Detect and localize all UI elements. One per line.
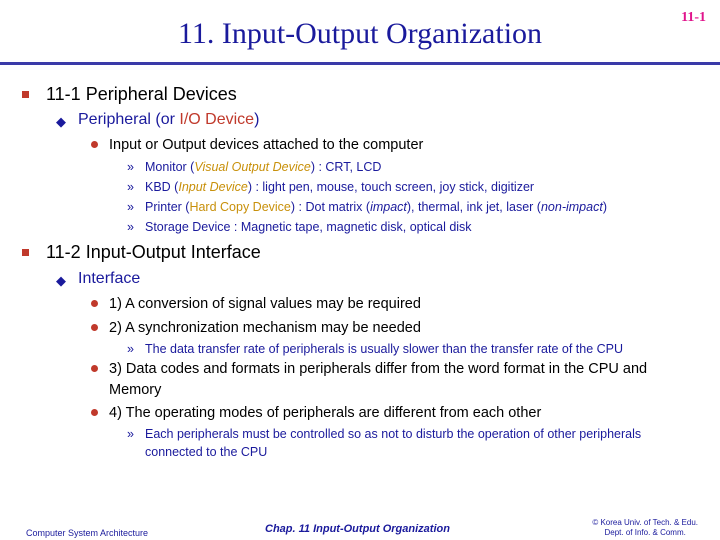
point-io-devices: [109, 135, 689, 156]
point-3: [109, 359, 689, 401]
chevron-bullet-icon: »: [127, 342, 134, 356]
round-bullet-icon: [91, 141, 98, 148]
item-text: ) : CRT, LCD: [310, 160, 382, 174]
section-heading-text: 11-2 Input-Output Interface: [46, 242, 261, 262]
item-text: ), thermal, ink jet, laser (: [406, 200, 541, 214]
round-bullet-icon: [91, 365, 98, 372]
square-bullet-icon: [22, 249, 29, 256]
square-bullet-icon: [22, 91, 29, 98]
chevron-bullet-icon: »: [127, 180, 134, 194]
item-italic: non-impact: [540, 200, 603, 214]
section-heading-text: 11-1 Peripheral Devices: [46, 84, 237, 104]
point-text: 4) The operating modes of peripherals are different from each other: [109, 405, 542, 421]
subheading-io-device: I/O Device: [179, 111, 255, 128]
round-bullet-icon: [91, 300, 98, 307]
point-1: [109, 294, 689, 315]
chevron-bullet-icon: »: [127, 220, 134, 234]
item-kbd: [127, 178, 695, 196]
item-text: Storage Device : Magnetic tape, magnetic disk, optical disk: [145, 220, 472, 234]
footer-course: Computer System Architecture: [26, 528, 149, 538]
chevron-bullet-icon: »: [127, 200, 134, 214]
item-storage: [127, 218, 695, 236]
item-printer: [127, 198, 695, 216]
section-heading-peripheral-devices: [46, 84, 237, 105]
point-text: Input or Output devices attached to the computer: [109, 137, 424, 153]
point-text: 3) Data codes and formats in peripherals differ from the word format in the CPU and Memory: [109, 361, 648, 398]
item-text: ): [602, 200, 607, 214]
point-2-detail: [127, 340, 695, 358]
diamond-bullet-icon: ◆: [56, 273, 66, 288]
chevron-bullet-icon: »: [127, 160, 134, 174]
title-divider: [0, 62, 720, 65]
item-highlight: Visual Output Device: [194, 160, 311, 174]
item-monitor: [127, 158, 695, 176]
item-text: Printer (: [145, 200, 190, 214]
item-highlight: Hard Copy Device: [189, 200, 291, 214]
footer-chapter: Chap. 11 Input-Output Organization: [265, 523, 450, 535]
footer-copyright-line2: Dept. of Info. & Comm.: [604, 528, 686, 537]
item-highlight: Input Device: [178, 180, 248, 194]
subheading-interface: [56, 270, 141, 288]
subheading-or: or: [160, 111, 180, 128]
point-text: 2) A synchronization mechanism may be needed: [109, 320, 421, 336]
chevron-bullet-icon: »: [127, 427, 134, 441]
footer-copyright: [592, 518, 698, 538]
page-number: 11-1: [681, 10, 706, 25]
round-bullet-icon: [91, 324, 98, 331]
point-2: [109, 318, 689, 339]
subheading-text: Interface: [78, 270, 141, 287]
point-4-detail: [127, 425, 695, 461]
subheading-peripheral: [56, 111, 260, 129]
diamond-bullet-icon: ◆: [56, 114, 66, 129]
detail-text: The data transfer rate of peripherals is usually slower than the transfer rate of the CPU: [145, 342, 624, 356]
paren: (: [155, 111, 161, 128]
point-4: [109, 403, 689, 424]
detail-text: Each peripherals must be controlled so as not to disturb the operation of other peripherals connected to the CPU: [145, 427, 642, 459]
item-italic: impact: [370, 200, 407, 214]
item-text: ) : light pen, mouse, touch screen, joy stick, digitizer: [247, 180, 535, 194]
subheading-text: Peripheral: [78, 111, 156, 128]
slide-title: 11. Input-Output Organization: [177, 17, 543, 50]
point-text: 1) A conversion of signal values may be required: [109, 296, 421, 312]
section-heading-io-interface: [46, 242, 261, 263]
footer-copyright-line1: © Korea Univ. of Tech. & Edu.: [592, 518, 698, 527]
item-text: ) : Dot matrix (: [290, 200, 371, 214]
round-bullet-icon: [91, 409, 98, 416]
item-text: Monitor (: [145, 160, 195, 174]
item-text: KBD (: [145, 180, 179, 194]
paren: ): [254, 111, 260, 128]
